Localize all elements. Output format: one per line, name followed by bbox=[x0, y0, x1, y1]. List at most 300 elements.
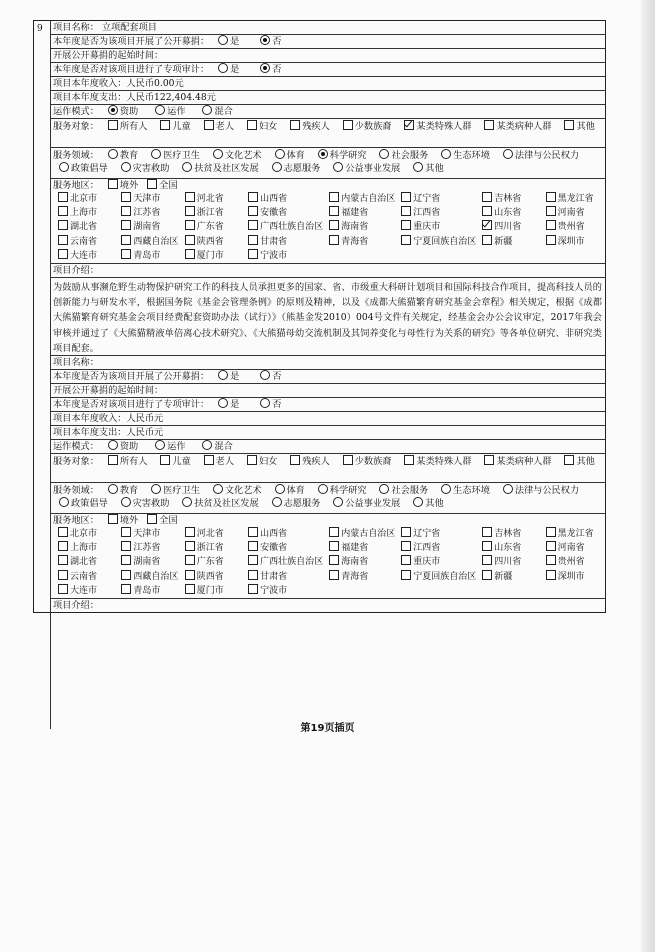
project-b-region-item bbox=[242, 570, 323, 584]
b-field-policy-radio[interactable] bbox=[59, 497, 69, 507]
project-a-region-item bbox=[115, 206, 178, 220]
region-label: 海南省 bbox=[341, 222, 369, 233]
region-checkbox[interactable] bbox=[248, 249, 258, 259]
b-income-row: 项目本年度收入：人民币元 bbox=[50, 412, 605, 426]
project-b-region-item bbox=[540, 570, 603, 584]
a-mode-mixed-radio[interactable] bbox=[202, 105, 212, 115]
a-field-policy-radio[interactable] bbox=[59, 162, 69, 172]
a-field-volunteer-radio[interactable] bbox=[272, 162, 282, 172]
region-checkbox[interactable] bbox=[248, 555, 258, 565]
region-label: 江苏省 bbox=[133, 208, 161, 219]
a-fundraising-no-radio[interactable] bbox=[260, 35, 270, 45]
b-region-overseas-checkbox[interactable] bbox=[108, 514, 118, 524]
project-b-region-item bbox=[115, 584, 178, 598]
region-label: 贵州省 bbox=[557, 222, 585, 233]
region-checkbox[interactable] bbox=[185, 206, 195, 216]
project-b-region-item bbox=[540, 527, 603, 541]
b-field-volunteer-radio[interactable] bbox=[272, 497, 282, 507]
project-a-region-item bbox=[242, 192, 323, 206]
a-region-row: 服务地区： 境外 全国 bbox=[53, 180, 178, 191]
region-label: 上海市 bbox=[70, 543, 98, 554]
b-target-women-checkbox[interactable] bbox=[247, 455, 257, 465]
region-label: 大连市 bbox=[70, 250, 98, 261]
region-label: 浙江省 bbox=[196, 543, 224, 554]
b-target-children-checkbox[interactable] bbox=[160, 455, 170, 465]
region-label: 厦门市 bbox=[196, 250, 224, 261]
project-a-region-item bbox=[540, 220, 603, 234]
b-audit-yes-radio[interactable] bbox=[218, 398, 228, 408]
project-b-region-item bbox=[323, 570, 395, 584]
project-a-region-item bbox=[179, 192, 242, 206]
region-checkbox[interactable] bbox=[329, 192, 339, 202]
project-b-region-item bbox=[323, 555, 395, 569]
project-b-region-item bbox=[323, 527, 395, 541]
region-checkbox[interactable] bbox=[546, 555, 556, 565]
region-label: 天津市 bbox=[133, 194, 161, 204]
b-target-disabled-checkbox[interactable] bbox=[290, 455, 300, 465]
region-checkbox[interactable] bbox=[185, 220, 195, 230]
a-target-special-group-checkbox[interactable] bbox=[404, 120, 414, 130]
region-checkbox[interactable] bbox=[58, 192, 68, 202]
region-checkbox[interactable] bbox=[121, 555, 131, 565]
b-region-grid bbox=[50, 527, 605, 599]
project-a-region-item bbox=[115, 220, 178, 234]
region-label: 四川省 bbox=[494, 557, 522, 568]
project-a-region-item bbox=[242, 220, 323, 234]
region-label: 四川省 bbox=[494, 222, 522, 233]
project-b-region-item bbox=[395, 527, 476, 541]
b-fundraising-row: 本年度是否为该项目开展了公开募捐： 是 否 bbox=[50, 370, 605, 384]
project-a-region-item bbox=[395, 206, 476, 220]
region-label: 北京市 bbox=[70, 194, 98, 204]
region-checkbox[interactable] bbox=[58, 249, 68, 259]
region-checkbox[interactable] bbox=[482, 235, 492, 245]
page-edge-shadow bbox=[641, 0, 655, 952]
project-a-region-item bbox=[179, 206, 242, 220]
a-target-all-checkbox[interactable] bbox=[108, 120, 118, 130]
b-field-research-radio[interactable] bbox=[318, 484, 328, 494]
region-label: 江西省 bbox=[413, 543, 441, 554]
region-label: 云南省 bbox=[70, 236, 98, 247]
a-region-grid bbox=[50, 192, 605, 264]
project-a-region-item bbox=[179, 235, 242, 249]
project-a-region-item bbox=[476, 192, 539, 206]
b-field-culture-radio[interactable] bbox=[213, 484, 223, 494]
project-b-region-item bbox=[242, 584, 323, 598]
region-label: 上海市 bbox=[70, 208, 98, 219]
b-mode-operate-radio[interactable] bbox=[155, 440, 165, 450]
project-index: 9 bbox=[37, 24, 43, 34]
region-label: 浙江省 bbox=[196, 208, 224, 219]
b-field-poverty-radio[interactable] bbox=[182, 497, 192, 507]
project-a-region-item bbox=[52, 235, 115, 249]
region-checkbox[interactable] bbox=[58, 555, 68, 565]
region-label: 河南省 bbox=[557, 208, 585, 219]
a-field-public-welfare-radio[interactable] bbox=[333, 162, 343, 172]
region-checkbox[interactable] bbox=[121, 220, 131, 230]
region-checkbox[interactable] bbox=[185, 527, 195, 537]
b-mode-grant-radio[interactable] bbox=[108, 440, 118, 450]
a-region-overseas-checkbox[interactable] bbox=[108, 179, 118, 189]
a-fundraising-start-row: 开展公开募捐的起始时间： bbox=[50, 49, 605, 63]
region-checkbox[interactable] bbox=[401, 206, 411, 216]
region-checkbox[interactable] bbox=[185, 570, 195, 580]
b-target-all-checkbox[interactable] bbox=[108, 455, 118, 465]
project-a-region-item bbox=[323, 192, 395, 206]
region-label: 内蒙古自治区 bbox=[341, 529, 396, 540]
project-a-region-item bbox=[540, 206, 603, 220]
b-region-national-checkbox[interactable] bbox=[147, 514, 157, 524]
project-a-region-item bbox=[115, 235, 178, 249]
region-checkbox[interactable] bbox=[401, 220, 411, 230]
region-checkbox[interactable] bbox=[329, 220, 339, 230]
region-checkbox[interactable] bbox=[546, 220, 556, 230]
b-mode-mixed-radio[interactable] bbox=[202, 440, 212, 450]
project-b-region-item bbox=[476, 555, 539, 569]
a-field-disaster-radio[interactable] bbox=[121, 162, 131, 172]
region-label: 甘肃省 bbox=[260, 236, 288, 247]
region-checkbox[interactable] bbox=[58, 541, 68, 551]
b-audit-no-radio[interactable] bbox=[260, 398, 270, 408]
region-label: 山东省 bbox=[494, 543, 522, 554]
region-label: 内蒙古自治区 bbox=[341, 194, 396, 204]
project-a-region-item bbox=[395, 192, 476, 206]
region-checkbox[interactable] bbox=[329, 570, 339, 580]
project-b-region-item bbox=[179, 570, 242, 584]
b-targets-row: 服务对象： 所有人 儿童 老人 妇女 残疾人 少数族裔 某类特殊人群 某类病种人群 其他 bbox=[50, 454, 605, 483]
a-field-other-radio[interactable] bbox=[413, 162, 423, 172]
project-a-region-item bbox=[52, 206, 115, 220]
region-label: 宁波市 bbox=[260, 250, 288, 261]
b-field-other-radio[interactable] bbox=[413, 497, 423, 507]
project-a-region-item bbox=[242, 249, 323, 263]
project-b-region-item bbox=[52, 555, 115, 569]
region-checkbox[interactable] bbox=[248, 527, 258, 537]
region-label: 湖南省 bbox=[133, 557, 161, 568]
region-checkbox[interactable] bbox=[248, 192, 258, 202]
project-b-region-item bbox=[242, 527, 323, 541]
region-checkbox[interactable] bbox=[121, 570, 131, 580]
b-fields-row: 服务领域： 教育 医疗卫生 文化艺术 体育 科学研究 社会服务 生态环境 法律与公民权力 政策倡导 灾害救助 扶贫及社区发展 志愿服务 公益事业发展 其他 bbox=[50, 483, 605, 514]
region-label: 江苏省 bbox=[133, 543, 161, 554]
region-label: 厦门市 bbox=[196, 585, 224, 596]
region-checkbox[interactable] bbox=[329, 235, 339, 245]
region-label: 湖北省 bbox=[70, 557, 98, 568]
a-name-value: 立项配套项目 bbox=[101, 22, 157, 33]
a-field-law-radio[interactable] bbox=[503, 149, 513, 159]
region-checkbox[interactable] bbox=[546, 192, 556, 202]
region-checkbox[interactable] bbox=[546, 206, 556, 216]
project-b-region-item bbox=[323, 541, 395, 555]
region-label: 广东省 bbox=[196, 557, 224, 568]
project-b-region-item bbox=[179, 555, 242, 569]
region-label: 宁夏回族自治区 bbox=[413, 571, 477, 582]
a-audit-row: 本年度是否对该项目进行了专项审计： 是 否 bbox=[50, 63, 605, 77]
region-checkbox[interactable] bbox=[248, 220, 258, 230]
project-a-region-item bbox=[476, 235, 539, 249]
region-label: 大连市 bbox=[70, 585, 98, 596]
region-label: 宁夏回族自治区 bbox=[413, 236, 477, 247]
project-a-region-item bbox=[52, 249, 115, 263]
a-field-medical-radio[interactable] bbox=[151, 149, 161, 159]
b-target-elderly-checkbox[interactable] bbox=[204, 455, 214, 465]
project-b-region-item bbox=[115, 555, 178, 569]
region-label: 河南省 bbox=[557, 543, 585, 554]
region-label: 辽宁省 bbox=[413, 529, 441, 540]
region-label: 重庆市 bbox=[413, 557, 441, 568]
region-checkbox[interactable] bbox=[58, 206, 68, 216]
project-a-region-item bbox=[242, 235, 323, 249]
region-label: 河北省 bbox=[196, 529, 224, 540]
region-label: 黑龙江省 bbox=[557, 194, 594, 204]
region-checkbox[interactable] bbox=[185, 584, 195, 594]
a-field-culture-radio[interactable] bbox=[213, 149, 223, 159]
project-b-region-item bbox=[476, 541, 539, 555]
region-label: 海南省 bbox=[341, 557, 369, 568]
project-b-region-item bbox=[540, 555, 603, 569]
a-name-row: 项目名称： 立项配套项目 bbox=[50, 21, 605, 35]
project-b-region-item bbox=[476, 570, 539, 584]
region-checkbox[interactable] bbox=[185, 249, 195, 259]
a-fields-row: 服务领域： 教育 医疗卫生 文化艺术 体育 科学研究 社会服务 生态环境 法律与公民权力 政策倡导 灾害救助 扶贫及社区发展 志愿服务 公益事业发展 其他 bbox=[50, 148, 605, 179]
project-b-region-item bbox=[540, 541, 603, 555]
region-label: 安徽省 bbox=[260, 208, 288, 219]
region-label: 新疆 bbox=[494, 236, 513, 247]
region-label: 安徽省 bbox=[260, 543, 288, 554]
a-targets-row: 服务对象： 所有人 儿童 老人 妇女 残疾人 少数族裔 某类特殊人群 某类病种人群 其他 bbox=[50, 119, 605, 148]
region-label: 黑龙江省 bbox=[557, 529, 594, 540]
project-a-region-item bbox=[52, 220, 115, 234]
a-field-sports-radio[interactable] bbox=[275, 149, 285, 159]
region-label: 重庆市 bbox=[413, 222, 441, 233]
region-label: 广西壮族自治区 bbox=[260, 557, 324, 568]
project-b-region-item bbox=[52, 527, 115, 541]
region-checkbox[interactable] bbox=[329, 206, 339, 216]
b-intro-label-row: 项目介绍： bbox=[53, 600, 99, 612]
region-checkbox[interactable] bbox=[546, 570, 556, 580]
project-a-region-item bbox=[395, 235, 476, 249]
region-checkbox[interactable] bbox=[58, 570, 68, 580]
project-a-region-item bbox=[242, 206, 323, 220]
project-b-region-item bbox=[115, 527, 178, 541]
region-checkbox[interactable] bbox=[185, 192, 195, 202]
region-checkbox[interactable] bbox=[546, 235, 556, 245]
a-mode-grant-radio[interactable] bbox=[108, 105, 118, 115]
a-target-children-checkbox[interactable] bbox=[160, 120, 170, 130]
region-checkbox[interactable] bbox=[58, 235, 68, 245]
region-checkbox[interactable] bbox=[248, 206, 258, 216]
region-checkbox[interactable] bbox=[329, 527, 339, 537]
region-checkbox[interactable] bbox=[248, 541, 258, 551]
region-label: 陕西省 bbox=[196, 236, 224, 247]
region-label: 贵州省 bbox=[557, 557, 585, 568]
region-checkbox[interactable] bbox=[121, 192, 131, 202]
b-field-ecology-radio[interactable] bbox=[441, 484, 451, 494]
region-checkbox[interactable] bbox=[58, 584, 68, 594]
region-checkbox[interactable] bbox=[248, 235, 258, 245]
b-field-social-service-radio[interactable] bbox=[379, 484, 389, 494]
project-b-region-item bbox=[52, 570, 115, 584]
a-field-education-radio[interactable] bbox=[108, 149, 118, 159]
region-label: 青岛市 bbox=[133, 250, 161, 261]
region-checkbox[interactable] bbox=[121, 235, 131, 245]
region-checkbox[interactable] bbox=[401, 570, 411, 580]
project-a-region-item bbox=[540, 192, 603, 206]
region-checkbox[interactable] bbox=[401, 192, 411, 202]
a-region-national-checkbox[interactable] bbox=[147, 179, 157, 189]
b-fundraising-no-radio[interactable] bbox=[260, 370, 270, 380]
region-label: 江西省 bbox=[413, 208, 441, 219]
region-checkbox[interactable] bbox=[482, 555, 492, 565]
region-label: 宁波市 bbox=[260, 585, 288, 596]
a-expense-row: 项目本年度支出：人民币122,404.48元 bbox=[50, 91, 605, 105]
region-checkbox[interactable] bbox=[58, 220, 68, 230]
region-label: 西藏自治区 bbox=[133, 236, 179, 247]
region-checkbox[interactable] bbox=[482, 527, 492, 537]
region-label: 吉林省 bbox=[494, 529, 522, 540]
a-fundraising-row: 本年度是否为该项目开展了公开募捐： 是 否 bbox=[50, 35, 605, 49]
region-checkbox[interactable] bbox=[248, 570, 258, 580]
b-target-special-group-checkbox[interactable] bbox=[404, 455, 414, 465]
region-checkbox[interactable] bbox=[482, 220, 492, 230]
b-expense-row: 项目本年度支出：人民币元 bbox=[50, 426, 605, 440]
project-a-region-item bbox=[323, 206, 395, 220]
region-label: 青海省 bbox=[341, 571, 369, 582]
region-label: 天津市 bbox=[133, 529, 161, 540]
region-label: 甘肃省 bbox=[260, 571, 288, 582]
a-audit-no-radio[interactable] bbox=[260, 63, 270, 73]
project-b-region-item bbox=[52, 541, 115, 555]
region-label: 福建省 bbox=[341, 208, 369, 219]
project-a-region-item bbox=[395, 220, 476, 234]
region-label: 福建省 bbox=[341, 543, 369, 554]
a-target-disabled-checkbox[interactable] bbox=[290, 120, 300, 130]
a-target-other-checkbox[interactable] bbox=[564, 120, 574, 130]
region-checkbox[interactable] bbox=[185, 555, 195, 565]
region-label: 河北省 bbox=[196, 194, 224, 204]
a-target-elderly-checkbox[interactable] bbox=[204, 120, 214, 130]
region-label: 深圳市 bbox=[557, 571, 585, 582]
b-field-medical-radio[interactable] bbox=[151, 484, 161, 494]
region-checkbox[interactable] bbox=[185, 541, 195, 551]
region-label: 湖南省 bbox=[133, 222, 161, 233]
a-target-minority-checkbox[interactable] bbox=[343, 120, 353, 130]
region-checkbox[interactable] bbox=[185, 235, 195, 245]
project-form bbox=[33, 20, 606, 613]
region-checkbox[interactable] bbox=[329, 541, 339, 551]
region-checkbox[interactable] bbox=[401, 527, 411, 537]
project-b-region-item bbox=[395, 570, 476, 584]
b-fundraising-yes-radio[interactable] bbox=[218, 370, 228, 380]
page-footer: 第19页插页 bbox=[300, 723, 355, 734]
project-a-region-item bbox=[323, 235, 395, 249]
b-field-law-radio[interactable] bbox=[503, 484, 513, 494]
region-label: 青海省 bbox=[341, 236, 369, 247]
region-label: 山东省 bbox=[494, 208, 522, 219]
project-b-region-item bbox=[179, 584, 242, 598]
region-checkbox[interactable] bbox=[546, 527, 556, 537]
a-field-research-radio[interactable] bbox=[318, 149, 328, 159]
region-checkbox[interactable] bbox=[482, 541, 492, 551]
a-target-disease-group-checkbox[interactable] bbox=[484, 120, 494, 130]
region-checkbox[interactable] bbox=[401, 235, 411, 245]
project-b-region-item bbox=[242, 555, 323, 569]
a-field-poverty-radio[interactable] bbox=[182, 162, 192, 172]
b-field-disaster-radio[interactable] bbox=[121, 497, 131, 507]
b-target-other-checkbox[interactable] bbox=[564, 455, 574, 465]
a-audit-yes-radio[interactable] bbox=[218, 63, 228, 73]
project-a-region-item bbox=[179, 249, 242, 263]
region-checkbox[interactable] bbox=[121, 527, 131, 537]
a-mode-row: 运作模式： 资助 运作 混合 bbox=[50, 105, 605, 119]
region-checkbox[interactable] bbox=[482, 192, 492, 202]
project-b-region-item bbox=[115, 570, 178, 584]
a-target-women-checkbox[interactable] bbox=[247, 120, 257, 130]
region-checkbox[interactable] bbox=[482, 570, 492, 580]
a-field-social-service-radio[interactable] bbox=[379, 149, 389, 159]
region-checkbox[interactable] bbox=[121, 249, 131, 259]
project-a-region-item bbox=[540, 235, 603, 249]
project-a-region-item bbox=[115, 192, 178, 206]
region-label: 青岛市 bbox=[133, 585, 161, 596]
b-name-row: 项目名称： bbox=[50, 356, 605, 370]
project-a-region-item bbox=[52, 192, 115, 206]
region-label: 山西省 bbox=[260, 194, 288, 204]
region-checkbox[interactable] bbox=[58, 527, 68, 537]
region-label: 深圳市 bbox=[557, 236, 585, 247]
b-target-disease-group-checkbox[interactable] bbox=[484, 455, 494, 465]
b-field-sports-radio[interactable] bbox=[275, 484, 285, 494]
region-checkbox[interactable] bbox=[482, 206, 492, 216]
project-b-region-item bbox=[52, 584, 115, 598]
region-checkbox[interactable] bbox=[248, 584, 258, 594]
index-column bbox=[34, 21, 51, 407]
b-field-public-welfare-radio[interactable] bbox=[333, 497, 343, 507]
region-checkbox[interactable] bbox=[121, 584, 131, 594]
region-checkbox[interactable] bbox=[546, 541, 556, 551]
project-a-region-item bbox=[476, 220, 539, 234]
region-label: 西藏自治区 bbox=[133, 571, 179, 582]
region-checkbox[interactable] bbox=[121, 541, 131, 551]
region-label: 北京市 bbox=[70, 529, 98, 540]
b-audit-row: 本年度是否对该项目进行了专项审计： 是 否 bbox=[50, 398, 605, 412]
region-label: 广西壮族自治区 bbox=[260, 222, 324, 233]
a-intro-label-row: 项目介绍： bbox=[50, 264, 605, 278]
project-b-region-item bbox=[179, 541, 242, 555]
project-b-region-item bbox=[395, 541, 476, 555]
region-label: 湖北省 bbox=[70, 222, 98, 233]
b-mode-row: 运作模式： 资助 运作 混合 bbox=[50, 440, 605, 454]
region-label: 广东省 bbox=[196, 222, 224, 233]
region-checkbox[interactable] bbox=[329, 555, 339, 565]
region-checkbox[interactable] bbox=[121, 206, 131, 216]
a-fundraising-yes-radio[interactable] bbox=[218, 35, 228, 45]
a-field-ecology-radio[interactable] bbox=[441, 149, 451, 159]
b-field-education-radio[interactable] bbox=[108, 484, 118, 494]
b-fundraising-start-row: 开展公开募捐的起始时间： bbox=[50, 384, 605, 398]
b-target-minority-checkbox[interactable] bbox=[343, 455, 353, 465]
region-label: 辽宁省 bbox=[413, 194, 441, 204]
a-mode-operate-radio[interactable] bbox=[155, 105, 165, 115]
project-b-region-item bbox=[476, 527, 539, 541]
region-checkbox[interactable] bbox=[401, 555, 411, 565]
b-region-row: 服务地区： 境外 全国 bbox=[53, 515, 178, 527]
a-intro-text: 为鼓励从事濒危野生动物保护研究工作的科技人员承担更多的国家、省、市级重大科研计划项目和国际科技合作项目，提高科技人员的创新能力与研发水平，根据国务院《基金会管理条例》的原则及精神，以及《成都大熊猫繁育研究基金会章程》相关规定，根据《成都大熊猫繁育研究基金会项目经费配套资助办法（试行）》（熊基金发2010）004号文件有关规定，经基金会办公会议审定，2017年我会审核并通过了《大熊猫精液单倍离心技术研究》、《大熊猫母幼交流机制及其饲养变化与母性行为关系的研究》等各单位研究、非研究类项目配套。 bbox=[50, 278, 605, 356]
region-checkbox[interactable] bbox=[401, 541, 411, 551]
region-label: 新疆 bbox=[494, 571, 513, 582]
project-b-region-item bbox=[179, 527, 242, 541]
project-b-region-item bbox=[395, 555, 476, 569]
